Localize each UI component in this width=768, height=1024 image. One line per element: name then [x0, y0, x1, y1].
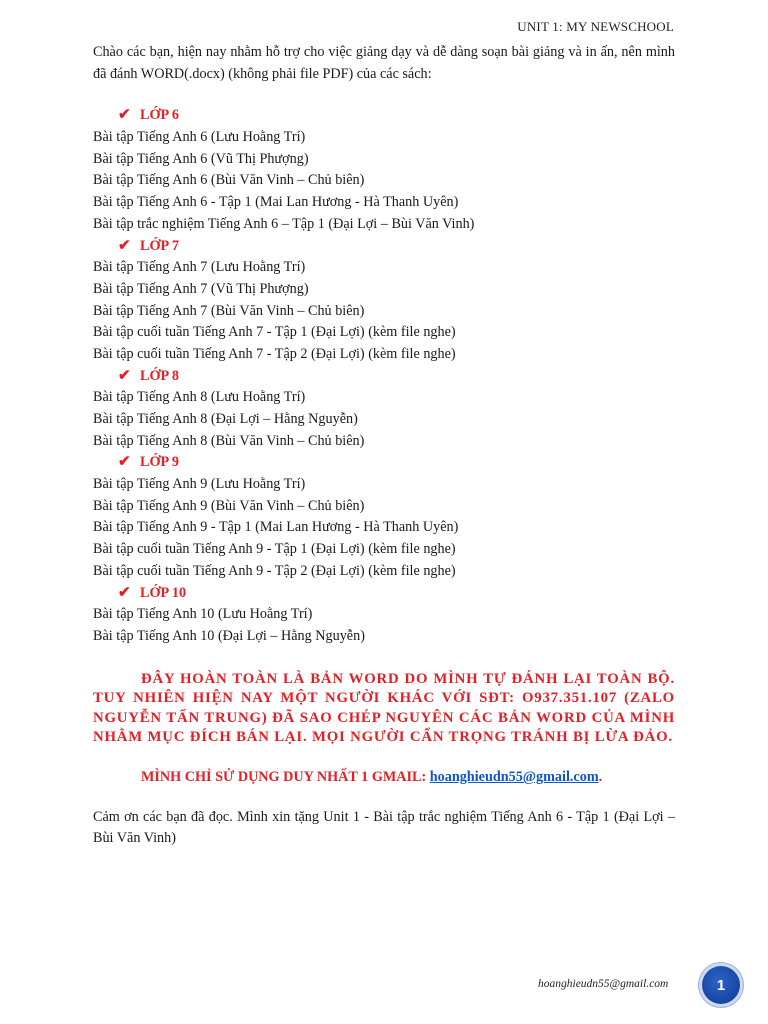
- grade-label: LỚP 6: [140, 107, 180, 124]
- book-item: Bài tập Tiếng Anh 7 (Vũ Thị Phượng): [93, 280, 309, 297]
- footer-email: hoanghieudn55@gmail.com: [538, 978, 669, 990]
- grade-label: LỚP 9: [140, 454, 180, 471]
- gmail-notice: [93, 767, 675, 789]
- book-item: Bài tập Tiếng Anh 9 (Bùi Văn Vinh – Chủ biên): [93, 497, 365, 514]
- grade-heading: [93, 236, 675, 258]
- book-item: Bài tập Tiếng Anh 7 (Bùi Văn Vinh – Chủ biên): [93, 302, 365, 319]
- gmail-label: MÌNH CHỈ SỬ DỤNG DUY NHẤT 1 GMAIL:: [141, 768, 430, 785]
- book-item: Bài tập Tiếng Anh 8 (Đại Lợi – Hằng Nguyễn): [93, 411, 358, 428]
- book-list: [93, 105, 675, 647]
- intro-paragraph: Chào các bạn, hiện nay nhằm hỗ trợ cho việc giảng dạy và dễ dàng soạn bài giảng và in ấn, nên mình đã đánh WORD(.docx) (không phải file PDF) của các sách:: [93, 44, 675, 82]
- grade-label: LỚP 7: [140, 237, 180, 254]
- grade-label: LỚP 10: [140, 584, 187, 601]
- book-item: Bài tập cuối tuần Tiếng Anh 9 - Tập 2 (Đại Lợi) (kèm file nghe): [93, 562, 456, 579]
- checkmark-icon: ✔: [118, 454, 131, 471]
- book-item: Bài tập Tiếng Anh 10 (Đại Lợi – Hằng Nguyễn): [93, 627, 365, 644]
- warning-notice: ĐÂY HOÀN TOÀN LÀ BẢN WORD DO MÌNH TỰ ĐÁNH LẠI TOÀN BỘ. TUY NHIÊN HIỆN NAY MỘT NGƯỜI KHÁC VỚI SĐT: O937.351.107 (ZALO NGUYỄN TẤN TRUNG) ĐÃ SAO CHÉP NGUYÊN CÁC BẢN WORD CỦA MÌNH NHẰM MỤC ĐÍCH BÁN LẠI. MỌI NGƯỜI CẨN TRỌNG TRÁNH BỊ LỪA ĐẢO.: [93, 670, 675, 746]
- book-item: Bài tập cuối tuần Tiếng Anh 7 - Tập 2 (Đại Lợi) (kèm file nghe): [93, 345, 456, 362]
- grade-heading: [93, 583, 675, 605]
- book-item: Bài tập trắc nghiệm Tiếng Anh 6 – Tập 1 (Đại Lợi – Bùi Văn Vinh): [93, 215, 475, 232]
- book-item: Bài tập Tiếng Anh 9 - Tập 1 (Mai Lan Hương - Hà Thanh Uyên): [93, 519, 459, 536]
- gmail-suffix: .: [598, 768, 603, 785]
- book-item: Bài tập Tiếng Anh 10 (Lưu Hoằng Trí): [93, 606, 313, 623]
- book-item: Bài tập Tiếng Anh 6 - Tập 1 (Mai Lan Hương - Hà Thanh Uyên): [93, 194, 459, 211]
- running-header: UNIT 1: MY NEWSCHOOL: [517, 19, 674, 34]
- book-item: Bài tập Tiếng Anh 9 (Lưu Hoằng Trí): [93, 476, 306, 493]
- grade-heading: [93, 452, 675, 474]
- checkmark-icon: ✔: [118, 107, 131, 124]
- checkmark-icon: ✔: [118, 367, 131, 384]
- book-item: Bài tập Tiếng Anh 6 (Lưu Hoằng Trí): [93, 129, 306, 146]
- book-item: Bài tập Tiếng Anh 6 (Bùi Văn Vinh – Chủ biên): [93, 172, 365, 189]
- book-item: Bài tập cuối tuần Tiếng Anh 9 - Tập 1 (Đại Lợi) (kèm file nghe): [93, 541, 456, 558]
- book-item: Bài tập Tiếng Anh 6 (Vũ Thị Phượng): [93, 150, 309, 167]
- book-item: Bài tập cuối tuần Tiếng Anh 7 - Tập 1 (Đại Lợi) (kèm file nghe): [93, 324, 456, 341]
- thanks-paragraph: Cảm ơn các bạn đã đọc. Mình xin tặng Unit 1 - Bài tập trắc nghiệm Tiếng Anh 6 - Tập 1 (Đại Lợi – Bùi Văn Vinh): [93, 808, 675, 847]
- book-item: Bài tập Tiếng Anh 7 (Lưu Hoằng Trí): [93, 259, 306, 276]
- gmail-link[interactable]: hoanghieudn55@gmail.com: [429, 768, 599, 785]
- page-number-badge: 1: [702, 966, 740, 1004]
- book-item: Bài tập Tiếng Anh 8 (Bùi Văn Vinh – Chủ biên): [93, 432, 365, 449]
- grade-label: LỚP 8: [140, 367, 180, 384]
- checkmark-icon: ✔: [118, 584, 131, 601]
- grade-heading: [93, 366, 675, 388]
- checkmark-icon: ✔: [118, 237, 131, 254]
- grade-heading: [93, 105, 675, 127]
- document-body: [93, 42, 675, 864]
- book-item: Bài tập Tiếng Anh 8 (Lưu Hoằng Trí): [93, 389, 306, 406]
